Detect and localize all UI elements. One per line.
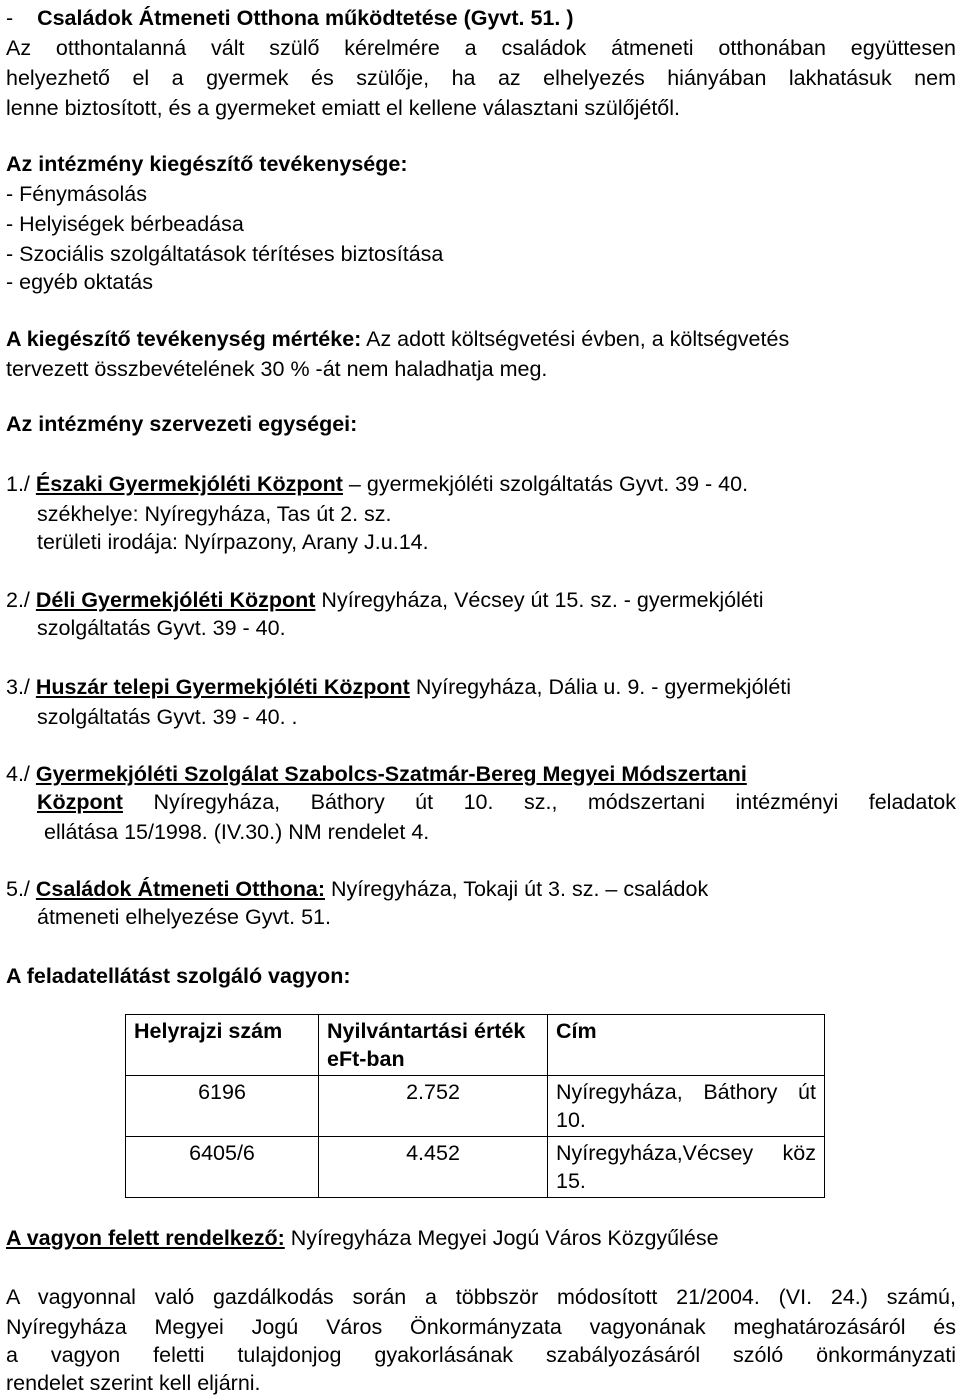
management-line-1: A vagyonnal való gazdálkodás során a többször módosított 21/2004. (VI. 24.) számú, (6, 1285, 956, 1309)
unit-5-rest: Nyíregyháza, Tokaji út 3. sz. – családok (324, 877, 709, 901)
disposer-label: A vagyon felett rendelkező: (6, 1226, 285, 1250)
unit-2-name: Déli Gyermekjóléti Központ (35, 588, 316, 612)
extent-line-2: tervezett összbevételének 30 % -át nem haladhatja meg. (6, 357, 548, 381)
unit-2-line-2: szolgáltatás Gyvt. 39 - 40. (37, 616, 286, 640)
cell-address: Nyíregyháza,Vécsey köz 15. (548, 1137, 825, 1198)
cell-value: 2.752 (319, 1076, 548, 1137)
cell-value: 4.452 (319, 1137, 548, 1198)
unit-3-name: Huszár telepi Gyermekjóléti Központ (35, 675, 410, 699)
extent-line-1 (6, 325, 789, 353)
supplementary-item: - egyéb oktatás (6, 270, 154, 294)
unit-2-number: 2./ (6, 588, 30, 612)
unit-2-rest: Nyíregyháza, Vécsey út 15. sz. - gyermekjóléti (315, 588, 764, 612)
unit-4-name-2: Központ (37, 790, 123, 814)
unit-4-name-1: Gyermekjóléti Szolgálat Szabolcs-Szatmár-Bereg Megyei Módszertani (35, 762, 747, 786)
unit-4-line-3: ellátása 15/1998. (IV.30.) NM rendelet 4. (44, 820, 430, 844)
col-header-address: Cím (548, 1015, 825, 1076)
management-line-4: rendelet szerint kell eljárni. (6, 1371, 261, 1395)
col-header-value: Nyilvántartási érték eFt-ban (319, 1015, 548, 1076)
unit-3-line-2: szolgáltatás Gyvt. 39 - 40. . (37, 705, 298, 729)
disposer-line (6, 1224, 719, 1252)
unit-5-number: 5./ (6, 877, 30, 901)
extent-text-1: Az adott költségvetési évben, a költségvetés (361, 327, 790, 351)
unit-4-number: 4./ (6, 762, 30, 786)
intro-heading-text: Családok Átmeneti Otthona működtetése (Gyvt. 51. ) (37, 6, 574, 30)
unit-1-line-1 (6, 470, 748, 498)
intro-line-2: helyezhető el a gyermek és szülője, ha az elhelyezés hiányában lakhatásuk nem (6, 66, 956, 90)
table-header-row (126, 1015, 825, 1076)
intro-heading (6, 4, 574, 32)
unit-4-line-2 (37, 788, 956, 816)
assets-table (125, 1014, 825, 1198)
unit-5-line-1 (6, 875, 708, 903)
unit-4-line-1 (6, 760, 747, 788)
assets-title: A feladatellátást szolgáló vagyon: (6, 964, 351, 988)
unit-1-office: területi irodája: Nyírpazony, Arany J.u.14. (37, 530, 429, 554)
supplementary-item: - Szociális szolgáltatások térítéses biztosítása (6, 242, 444, 266)
management-line-2: Nyíregyháza Megyei Jogú Város Önkormányzata vagyonának meghatározásáról és (6, 1315, 956, 1339)
table-row (126, 1137, 825, 1198)
intro-line-3: lenne biztosított, és a gyermeket emiatt el kellene választani szülőjétől. (6, 96, 681, 120)
supplementary-item: - Fénymásolás (6, 182, 147, 206)
unit-5-name: Családok Átmeneti Otthona: (35, 877, 325, 901)
unit-5-line-2: átmeneti elhelyezése Gyvt. 51. (37, 905, 331, 929)
heading-dash: - (6, 6, 14, 30)
cell-hrsz: 6405/6 (126, 1137, 319, 1198)
management-line-3: a vagyon feletti tulajdonjog gyakorlásának szabályozásáról szóló önkormányzati (6, 1343, 956, 1367)
unit-3-line-1 (6, 673, 791, 701)
unit-3-number: 3./ (6, 675, 30, 699)
extent-label: A kiegészítő tevékenység mértéke: (6, 327, 362, 351)
unit-1-name: Északi Gyermekjóléti Központ (35, 472, 343, 496)
unit-4-rest: Nyíregyháza, Báthory út 10. sz., módszertani intézményi feladatok (122, 790, 956, 814)
supplementary-title: Az intézmény kiegészítő tevékenysége: (6, 152, 408, 176)
units-title: Az intézmény szervezeti egységei: (6, 412, 358, 436)
cell-address: Nyíregyháza, Báthory út 10. (548, 1076, 825, 1137)
cell-hrsz: 6196 (126, 1076, 319, 1137)
unit-1-rest: – gyermekjóléti szolgáltatás Gyvt. 39 - 40. (342, 472, 749, 496)
unit-1-number: 1./ (6, 472, 30, 496)
unit-2-line-1 (6, 586, 764, 614)
unit-1-seat: székhelye: Nyíregyháza, Tas út 2. sz. (37, 502, 392, 526)
supplementary-item: - Helyiségek bérbeadása (6, 212, 244, 236)
col-header-hrsz: Helyrajzi szám (126, 1015, 319, 1076)
unit-3-rest: Nyíregyháza, Dália u. 9. - gyermekjóléti (409, 675, 792, 699)
disposer-text: Nyíregyháza Megyei Jogú Város Közgyűlése (284, 1226, 719, 1250)
table-row (126, 1076, 825, 1137)
intro-line-1: Az otthontalanná vált szülő kérelmére a családok átmeneti otthonában együttesen (6, 36, 956, 60)
